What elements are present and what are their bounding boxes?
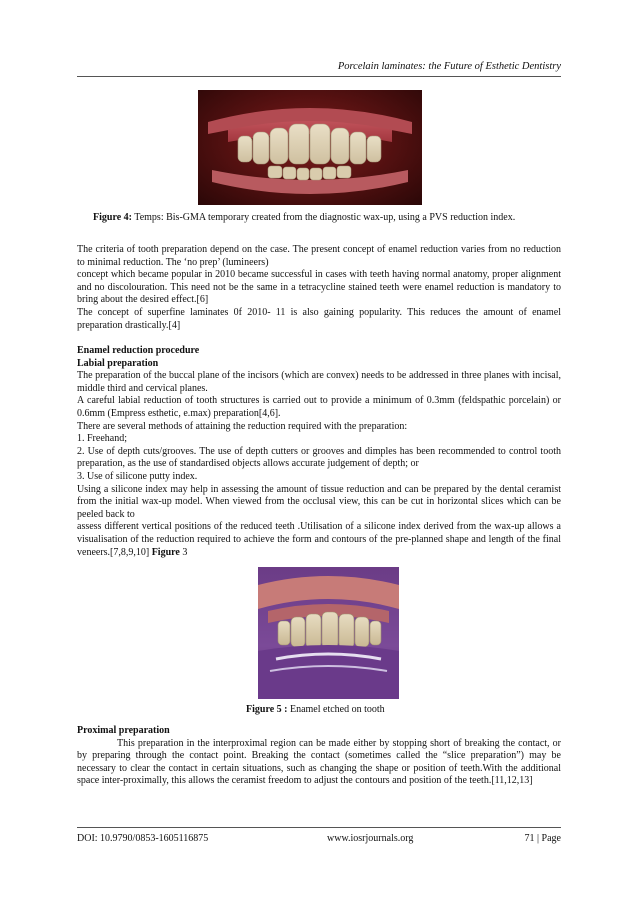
figure-4-photo	[198, 90, 422, 205]
figure-reference: Figure	[151, 546, 180, 558]
paragraph: concept which became popular in 2010 became successful in cases with teeth having normal anatomy, proper alignment and no discolouration. This need not be the same in a tetracycline stained teeth were enamel reduction is mandatory to bring about the desired effect.[6]	[77, 269, 561, 306]
header-divider	[77, 76, 561, 77]
section-heading: Enamel reduction procedure	[77, 345, 200, 356]
paragraph: The criteria of tooth preparation depend on the case. The present concept of enamel reduction varies from no reduction to minimal reduction. The ‘no prep’ (lumineers)	[77, 244, 561, 268]
footer-divider	[77, 827, 561, 828]
paragraph: The concept of superfine laminates 0f 2010- 11 is also gaining popularity. This reduces the amount of enamel preparation drastically.[4]	[77, 306, 561, 331]
paragraph: The preparation of the buccal plane of the incisors (which are convex) needs to be addressed in three planes with incisal, middle third and cervical planes.	[77, 370, 561, 394]
figure-5-label: Figure 5 :	[246, 704, 288, 715]
paragraph	[77, 521, 561, 559]
intro-paragraphs	[77, 244, 561, 332]
section-subheading: Labial preparation	[77, 357, 159, 369]
running-header-title: Porcelain laminates: the Future of Esthetic Dentistry	[337, 61, 561, 72]
figure-5-caption-text: Enamel etched on tooth	[287, 704, 385, 715]
paragraph: A careful labial reduction of tooth structures is carried out to provide a minimum of 0.3mm (feldspathic porcelain) or 0.6mm (Empress esthetic, e.max) preparation[4,6].	[77, 395, 561, 419]
figure-5-photo	[258, 567, 399, 699]
section-proximal-preparation	[77, 725, 561, 788]
list-item: 1. Freehand;	[77, 433, 127, 445]
paragraph: This preparation in the interproximal region can be made either by stopping short of breaking the contact, or by preparing through the contact point. Breaking the contact (sometimes called the “slice preparation”) may be necessary to clear the contact in certain situations, such as changing the shape or position of teeth.With the additional space inter-proximally, this allows the ceramist freedom to adjust the contours and position of the teeth.[11,12,13]	[77, 737, 561, 787]
figure-reference-number: 3	[179, 546, 188, 558]
figure-4-caption-text: Temps: Bis-GMA temporary created from the diagnostic wax-up, using a PVS reduction index.	[131, 212, 516, 223]
list-item: 2. Use of depth cuts/grooves. The use of depth cutters or grooves and dimples has been recommended to control tooth preparation, as the use of standardised objects allows accurate judgement of depth; or	[77, 445, 561, 470]
paragraph-text: assess different vertical positions of the reduced teeth .Utilisation of a silicone index derived from the wax-up allows a visualisation of the reduction required to achieve the form and contours of the pre-planned shape and length of the final veneers.[7,8,9,10]	[77, 521, 561, 558]
figure-4-caption	[93, 212, 515, 223]
paragraph: Using a silicone index may help in assessing the amount of tissue reduction and can be prepared by the dental ceramist from the initial wax-up model. When viewed from the occlusal view, this can be cut in horizontal slices which can be peeled back to	[77, 483, 561, 520]
figure-4-label: Figure 4:	[93, 212, 132, 223]
section-enamel-reduction	[77, 345, 561, 559]
footer-website: www.iosrjournals.org	[327, 833, 414, 844]
figure-5-caption	[246, 704, 385, 715]
paragraph: There are several methods of attaining the reduction required with the preparation:	[77, 420, 408, 432]
footer-doi: DOI: 10.9790/0853-1605116875	[77, 833, 209, 844]
footer-page-number: 71 | Page	[524, 833, 561, 844]
list-item: 3. Use of silicone putty index.	[77, 470, 198, 482]
section-heading: Proximal preparation	[77, 725, 170, 736]
